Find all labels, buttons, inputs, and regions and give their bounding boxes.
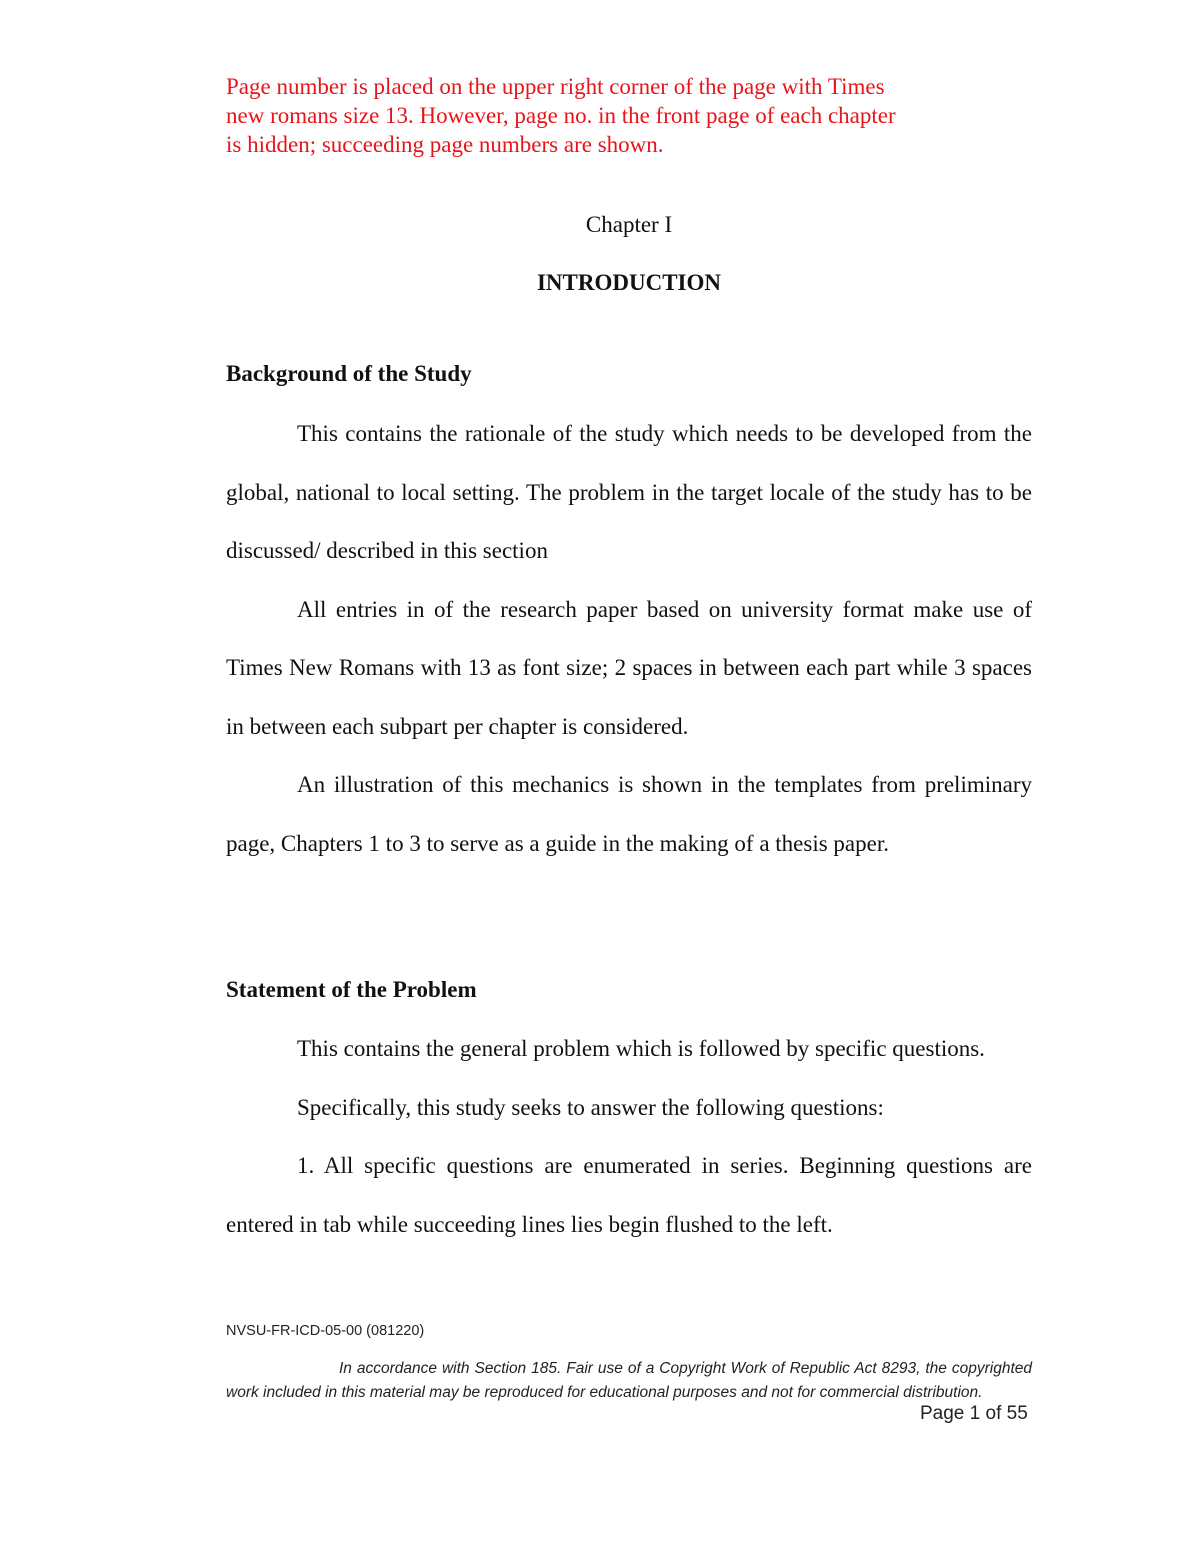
section-heading-statement: Statement of the Problem xyxy=(226,977,477,1002)
formatting-note-line: Page number is placed on the upper right corner of the page with Times xyxy=(226,74,885,99)
paragraph: This contains the general problem which is followed by specific questions. xyxy=(297,1036,985,1061)
paragraph: All entries in of the research paper based on university format make use of Times New Romans with 13 as font size; 2 spaces in between each part while 3 spaces in between each subpart per chapter is considered. xyxy=(226,596,1032,739)
paragraph: This contains the rationale of the study which needs to be developed from the global, national to local setting. The problem in the target locale of the study has to be discussed/ described in this section xyxy=(226,421,1032,563)
formatting-note xyxy=(226,72,996,159)
form-code: NVSU-FR-ICD-05-00 (081220) xyxy=(226,1323,425,1339)
formatting-note-line: new romans size 13. However, page no. in the front page of each chapter xyxy=(226,103,896,128)
statement-body xyxy=(226,1020,1032,1254)
formatting-note-line: is hidden; succeeding page numbers are shown. xyxy=(226,132,664,157)
background-body xyxy=(226,405,1032,873)
paragraph: Specifically, this study seeks to answer the following questions: xyxy=(297,1094,884,1120)
paragraph: An illustration of this mechanics is shown in the templates from preliminary page, Chapters 1 to 3 to serve as a guide in the making of a thesis paper. xyxy=(226,772,1032,856)
paragraph: 1. All specific questions are enumerated in series. Beginning questions are entered in tab while succeeding lines lies begin flushed to the left. xyxy=(226,1153,1032,1237)
chapter-title: INTRODUCTION xyxy=(536,270,722,295)
copyright-notice: In accordance with Section 185. Fair use of a Copyright Work of Republic Act 8293, the copyrighted work included in this material may be reproduced for educational purposes and not for commercial distribution. xyxy=(226,1360,1032,1401)
chapter-label: Chapter I xyxy=(585,212,673,237)
section-heading-background: Background of the Study xyxy=(226,361,472,386)
page-number: Page 1 of 55 xyxy=(920,1403,1028,1424)
